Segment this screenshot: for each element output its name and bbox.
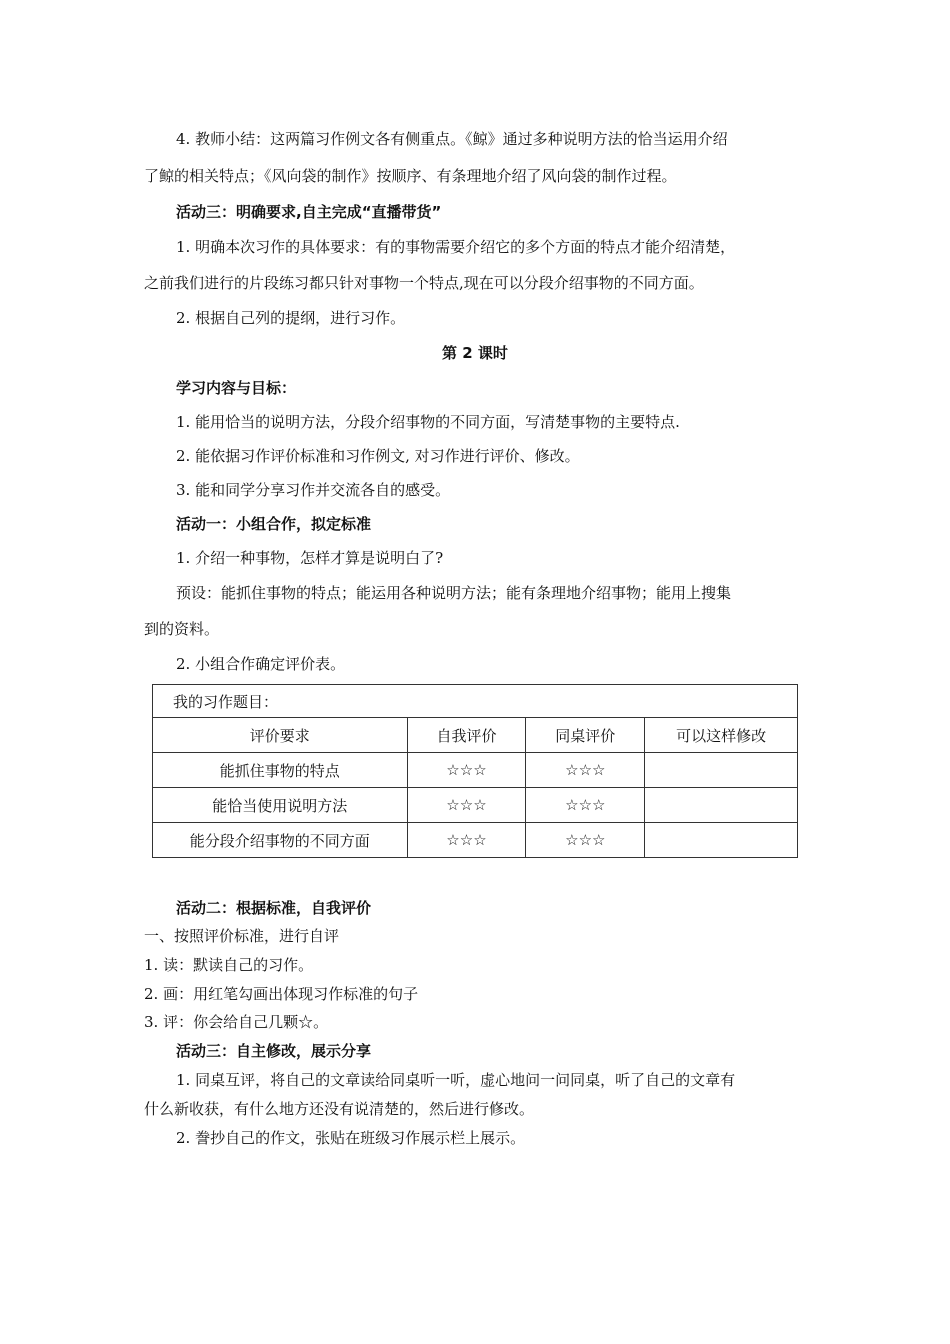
table-cell bbox=[645, 823, 798, 858]
outline-line: 2. 根据自己列的提纲，进行习作。 bbox=[176, 309, 406, 327]
table-cell: ☆☆☆ bbox=[526, 753, 645, 788]
table-header-row bbox=[153, 718, 798, 753]
table-cell: 能分段介绍事物的不同方面 bbox=[153, 823, 408, 858]
activity1-heading: 活动一：小组合作，拟定标准 bbox=[176, 515, 372, 533]
table-intro: 2. 小组合作确定评价表。 bbox=[176, 655, 346, 673]
table-header-cell: 自我评价 bbox=[407, 718, 526, 753]
activity2-line3: 2. 画：用红笔勾画出体现习作标准的句子 bbox=[144, 985, 419, 1003]
table-row bbox=[153, 823, 798, 858]
table-header-cell: 可以这样修改 bbox=[645, 718, 798, 753]
table-cell bbox=[645, 753, 798, 788]
table-cell: 能恰当使用说明方法 bbox=[153, 788, 408, 823]
table-cell: ☆☆☆ bbox=[407, 823, 526, 858]
table-header-cell: 评价要求 bbox=[153, 718, 408, 753]
activity3b-line2: 什么新收获，有什么地方还没有说清楚的，然后进行修改。 bbox=[144, 1100, 535, 1118]
activity2-line4: 3. 评：你会给自己几颗☆。 bbox=[144, 1013, 329, 1031]
goals-heading: 学习内容与目标： bbox=[176, 379, 297, 397]
table-cell: ☆☆☆ bbox=[526, 788, 645, 823]
table-title-row bbox=[153, 685, 798, 718]
goal-2: 2. 能依据习作评价标准和习作例文, 对习作进行评价、修改。 bbox=[176, 447, 580, 465]
evaluation-table bbox=[152, 684, 798, 858]
lesson2-title: 第 2 课时 bbox=[442, 344, 508, 362]
paragraph-summary-line2: 了鲸的相关特点；《风向袋的制作》按顺序、有条理地介绍了风向袋的制作过程。 bbox=[144, 167, 677, 185]
requirement-line2: 之前我们进行的片段练习都只针对事物一个特点,现在可以分段介绍事物的不同方面。 bbox=[144, 274, 704, 292]
activity3b-heading: 活动三：自主修改，展示分享 bbox=[176, 1042, 372, 1060]
paragraph-summary-line1: 4. 教师小结：这两篇习作例文各有侧重点。《鲸》通过多种说明方法的恰当运用介绍 bbox=[176, 130, 728, 148]
activity2-heading: 活动二：根据标准，自我评价 bbox=[176, 899, 372, 917]
activity3b-line3: 2. 誊抄自己的作文，张贴在班级习作展示栏上展示。 bbox=[176, 1129, 526, 1147]
activity3-heading: 活动三：明确要求,自主完成“直播带货” bbox=[176, 203, 442, 221]
activity1-question: 1. 介绍一种事物，怎样才算是说明白了? bbox=[176, 549, 444, 567]
activity2-line2: 1. 读：默读自己的习作。 bbox=[144, 956, 314, 974]
table-cell: ☆☆☆ bbox=[407, 753, 526, 788]
requirement-line1: 1. 明确本次习作的具体要求：有的事物需要介绍它的多个方面的特点才能介绍清楚， bbox=[176, 238, 736, 256]
table-title-cell: 我的习作题目： bbox=[153, 685, 798, 718]
activity1-preset-line1: 预设：能抓住事物的特点；能运用各种说明方法；能有条理地介绍事物；能用上搜集 bbox=[176, 584, 732, 602]
table-row bbox=[153, 753, 798, 788]
activity1-preset-line2: 到的资料。 bbox=[144, 620, 220, 638]
table-cell: ☆☆☆ bbox=[407, 788, 526, 823]
activity3b-line1: 1. 同桌互评，将自己的文章读给同桌听一听，虚心地问一问同桌，听了自己的文章有 bbox=[176, 1071, 736, 1089]
table-row bbox=[153, 788, 798, 823]
table-cell bbox=[645, 788, 798, 823]
table-cell: ☆☆☆ bbox=[526, 823, 645, 858]
activity2-line1: 一、按照评价标准，进行自评 bbox=[144, 927, 340, 945]
goal-3: 3. 能和同学分享习作并交流各自的感受。 bbox=[176, 481, 451, 499]
table-cell: 能抓住事物的特点 bbox=[153, 753, 408, 788]
table-header-cell: 同桌评价 bbox=[526, 718, 645, 753]
goal-1: 1. 能用恰当的说明方法，分段介绍事物的不同方面，写清楚事物的主要特点. bbox=[176, 413, 680, 431]
